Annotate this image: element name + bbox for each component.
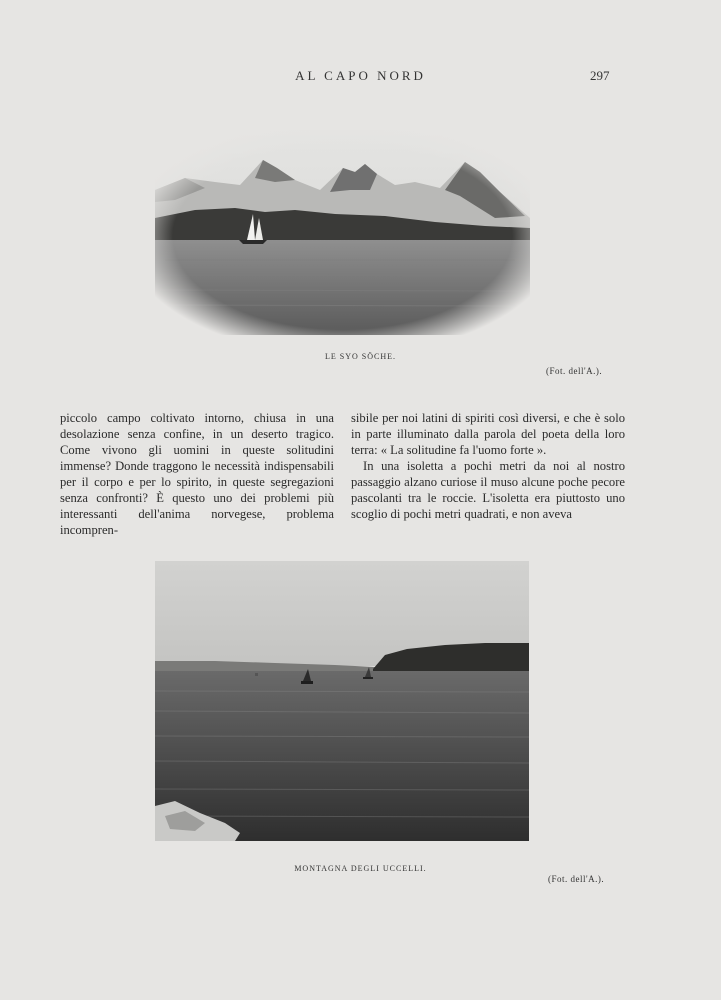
text-column-left xyxy=(60,410,334,538)
figure-credit-bottom: (Fot. dell'A.). xyxy=(548,874,605,884)
photo-mountains-fjord xyxy=(155,130,530,335)
paragraph-right-1: sibile per noi latini di spiriti così diversi, e che è solo in parte illuminato dalla parola del poeta della loro terra: « La solitudine fa l'uomo forte ». xyxy=(351,411,625,457)
figure-credit-top: (Fot. dell'A.). xyxy=(546,366,603,376)
photo-bird-mountain-sea xyxy=(155,561,529,841)
photo-mountains-fjord-illustration xyxy=(155,130,530,335)
running-head: AL CAPO NORD xyxy=(295,68,426,83)
text-column-right xyxy=(351,410,625,522)
figure-caption-top: LE SYO SÖCHE. xyxy=(324,352,396,361)
paragraph-left: piccolo campo coltivato intorno, chiusa in una desolazione senza confine, in un deserto tragico. Come vivono gli uomini in queste solitudini immense? Donde traggono le necessità indispensabili per il corpo e per lo spirito, in queste segregazioni senza confronti? È questo uno dei problemi più interessanti dell'anima norvegese, problema incompren- xyxy=(60,411,334,537)
photo-bird-mountain-sea-illustration xyxy=(155,561,529,841)
figure-caption-bottom: MONTAGNA DEGLI UCCELLI. xyxy=(294,864,427,873)
paragraph-right-2: In una isoletta a pochi metri da noi al nostro passaggio alzano curiose il muso alcune poche pecore pascolanti tra le roccie. L'isoletta era piuttosto uno scoglio di pochi metri quadrati, e non aveva xyxy=(351,459,625,521)
page-number: 297 xyxy=(590,68,610,83)
